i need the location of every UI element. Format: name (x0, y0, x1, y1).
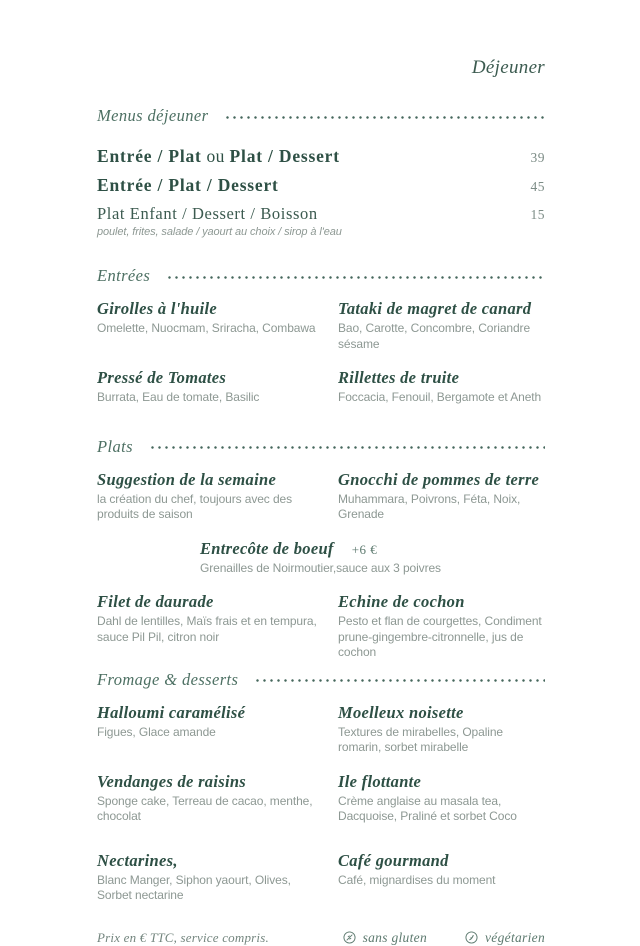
dish-tataki (338, 299, 545, 352)
prix-fixe-row (97, 145, 545, 167)
dietary-legend (343, 930, 545, 946)
section-entrees (97, 265, 545, 287)
dish-title: Tataki de magret de canard (338, 299, 532, 318)
dish-description: Crème anglaise au masala tea, Dacquoise, Praliné et sorbet Coco (338, 793, 517, 823)
prix-fixe-row (97, 174, 545, 196)
dish-description: Textures de mirabelles, Opaline romarin, sorbet mirabelle (338, 724, 503, 754)
dotted-leader (224, 116, 545, 119)
footer (97, 930, 545, 946)
dish-description: Dahl de lentilles, Maïs frais et en tempura, sauce Pil Pil, citron noir (97, 614, 317, 644)
dish-title: Vendanges de raisins (97, 771, 247, 791)
dish-description: Figues, Glace amande (97, 724, 216, 739)
legend-label: sans gluten (362, 929, 428, 945)
section-label-plats: Plats (97, 436, 133, 456)
dotted-leader (149, 446, 545, 449)
dish-description: Sponge cake, Terreau de cacao, menthe, chocolat (97, 793, 313, 823)
legend-label: végétarien (485, 929, 545, 945)
desserts-row-2 (97, 772, 545, 825)
dish-entrecote (200, 539, 545, 577)
prix-fixe-row (97, 203, 545, 224)
dish-description: Foccacia, Fenouil, Bergamote et Aneth (338, 390, 542, 404)
plats-row-2 (97, 592, 545, 661)
legend-item-gluten-free (343, 930, 427, 946)
dish-title: Gnocchi de pommes de terre (338, 469, 540, 489)
dish-description: la création du chef, toujours avec des produits de saison (97, 491, 292, 521)
dish-cafe-gourmand (338, 851, 545, 889)
dish-halloumi (97, 703, 320, 741)
dish-title: Moelleux noisette (338, 702, 464, 722)
dish-nectarines (97, 851, 320, 904)
kids-menu-detail: poulet, frites, salade / yaourt au choix / sirop à l'eau (97, 226, 342, 238)
dish-vendanges (97, 772, 320, 825)
page-title: Déjeuner (471, 57, 545, 78)
dish-description: Pesto et flan de courgettes, Condiment prune-gingembre-citronnelle, jus de cochon (338, 614, 542, 659)
dish-title: Rillettes de truite (338, 368, 460, 387)
dish-title: Girolles à l'huile (97, 299, 217, 318)
entrees-row-1 (97, 299, 545, 352)
dish-rillettes (338, 368, 545, 406)
prix-fixe-title: Entrée / Plat / Dessert (97, 175, 279, 195)
dish-title: Filet de daurade (97, 592, 214, 611)
dish-description: Muhammara, Poivrons, Féta, Noix, Grenade (338, 491, 521, 521)
plats-row-1 (97, 470, 545, 523)
dish-daurade (97, 592, 320, 645)
dish-title: Ile flottante (338, 771, 422, 791)
prix-fixe-title: Plat Enfant / Dessert / Boisson (97, 204, 318, 223)
entrees-row-2 (97, 368, 545, 406)
dish-suggestion (97, 470, 320, 523)
section-label-menus: Menus déjeuner (97, 106, 209, 125)
vegetarian-icon (465, 931, 478, 944)
dish-description: Bao, Carotte, Concombre, Coriandre sésame (338, 321, 531, 351)
supplement-price: +6 € (351, 541, 378, 557)
desserts-row-3 (97, 851, 545, 904)
dish-title: Pressé de Tomates (97, 368, 227, 387)
dish-ile-flottante (338, 772, 545, 825)
dotted-leader (166, 276, 545, 279)
price: 15 (530, 207, 545, 222)
dotted-leader (254, 679, 545, 682)
price: 39 (530, 150, 545, 165)
dish-girolles (97, 299, 320, 337)
dish-echine (338, 592, 545, 661)
dish-title: Nectarines, (97, 850, 178, 870)
prix-fixe-list (97, 145, 545, 239)
section-desserts (97, 669, 545, 691)
dish-title: Café gourmand (338, 850, 449, 870)
desserts-row-1 (97, 703, 545, 756)
dish-presse-tomates (97, 368, 320, 406)
dish-description: Café, mignardises du moment (338, 872, 496, 887)
feature-title-line (200, 539, 545, 559)
dish-description: Grenailles de Noirmoutier,sauce aux 3 poivres (200, 560, 441, 575)
price-notice: Prix en € TTC, service compris. (97, 929, 269, 945)
dish-title: Entrecôte de boeuf (200, 538, 334, 558)
gluten-free-icon (343, 931, 356, 944)
section-menus-dejeuner (97, 105, 545, 127)
section-label-entrees: Entrées (97, 266, 151, 285)
dish-title: Echine de cochon (338, 592, 465, 611)
dish-description: Blanc Manger, Siphon yaourt, Olives, Sorbet nectarine (97, 872, 291, 902)
price: 45 (530, 179, 545, 194)
section-label-desserts: Fromage & desserts (97, 669, 239, 689)
dish-description: Burrata, Eau de tomate, Basilic (97, 390, 260, 404)
dish-description: Omelette, Nuocmam, Sriracha, Combawa (97, 321, 316, 335)
dish-gnocchi (338, 470, 545, 523)
prix-fixe-title: Entrée / Plat ou Plat / Dessert (97, 146, 340, 166)
dish-title: Suggestion de la semaine (97, 469, 277, 489)
section-plats (97, 436, 545, 458)
dish-moelleux (338, 703, 545, 756)
legend-item-vegetarian (465, 930, 545, 946)
dish-title: Halloumi caramélisé (97, 702, 246, 722)
